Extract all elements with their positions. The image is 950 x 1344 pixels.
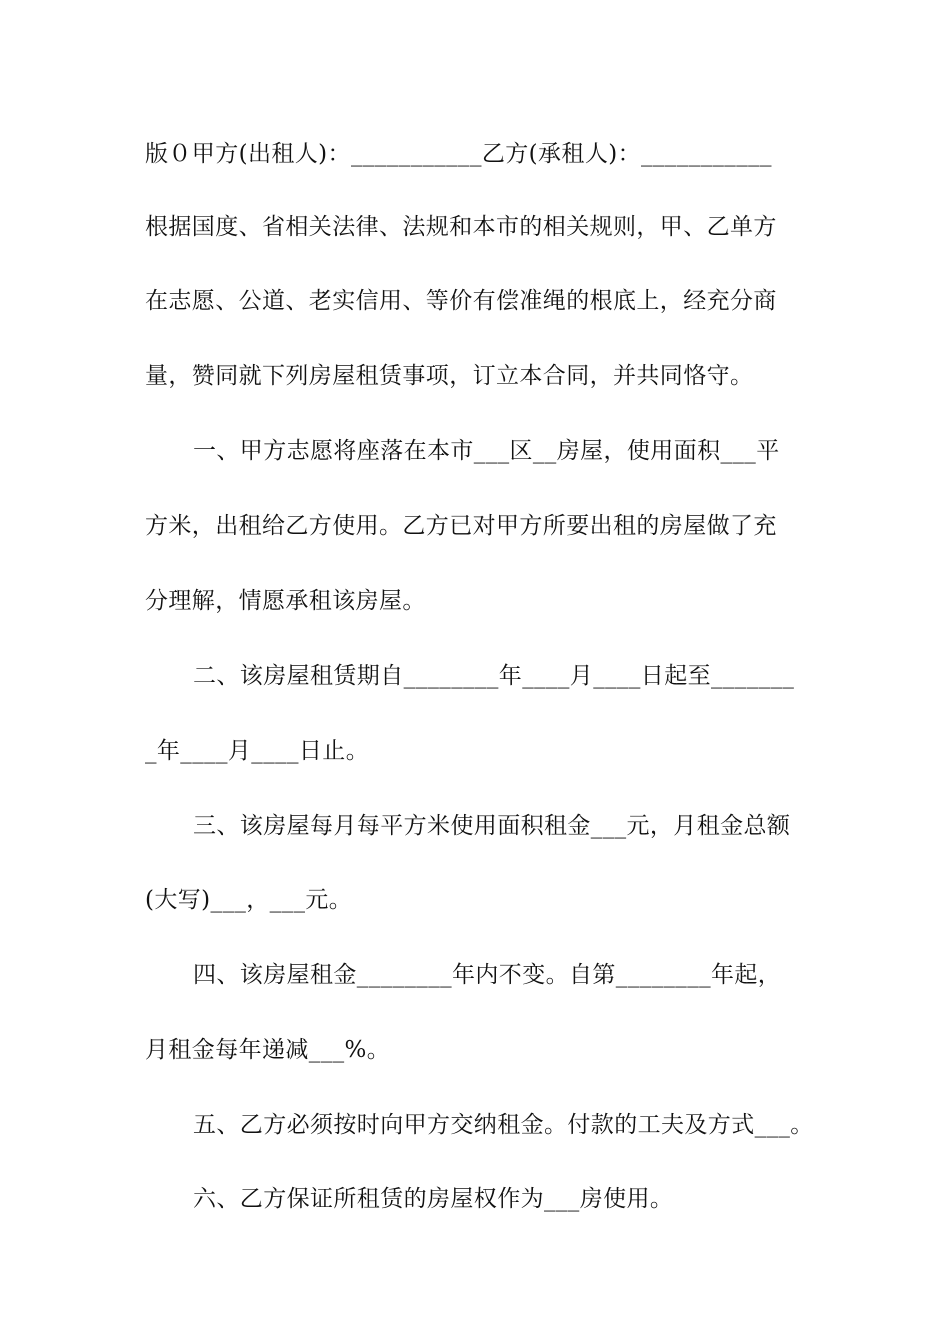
text-line: _年____月____日止。 [145, 738, 370, 764]
text-line: 在志愿、公道、老实信用、等价有偿准绳的根底上，经充分商 [145, 288, 777, 314]
paragraph-4-line: 四、该房屋租金________年内不变。自第________年起， [193, 962, 782, 988]
text-line: 方米，出租给乙方使用。乙方已对甲方所要出租的房屋做了充 [145, 513, 777, 539]
paragraph-2-line: 二、该房屋租赁期自________年____月____日起至_______ [193, 663, 795, 689]
paragraph-5-line: 五、乙方必须按时向甲方交纳租金。付款的工夫及方式___。 [193, 1112, 814, 1138]
text-line: (大写)___，___元。 [145, 887, 353, 913]
text-line: 版０甲方(出租人)：___________乙方(承租人)：___________ [145, 141, 772, 167]
text-line: 根据国度、省相关法律、法规和本市的相关规则，甲、乙单方 [145, 214, 777, 240]
paragraph-1-line: 一、甲方志愿将座落在本市___区__房屋，使用面积___平 [193, 438, 780, 464]
paragraph-3-line: 三、该房屋每月每平方米使用面积租金___元，月租金总额 [193, 813, 791, 839]
paragraph-6-line: 六、乙方保证所租赁的房屋权作为___房使用。 [193, 1186, 674, 1212]
text-line: 分理解，情愿承租该房屋。 [145, 588, 426, 614]
text-line: 月租金每年递减___%。 [145, 1037, 391, 1063]
text-line: 量，赞同就下列房屋租赁事项，订立本合同，并共同恪守。 [145, 363, 754, 389]
